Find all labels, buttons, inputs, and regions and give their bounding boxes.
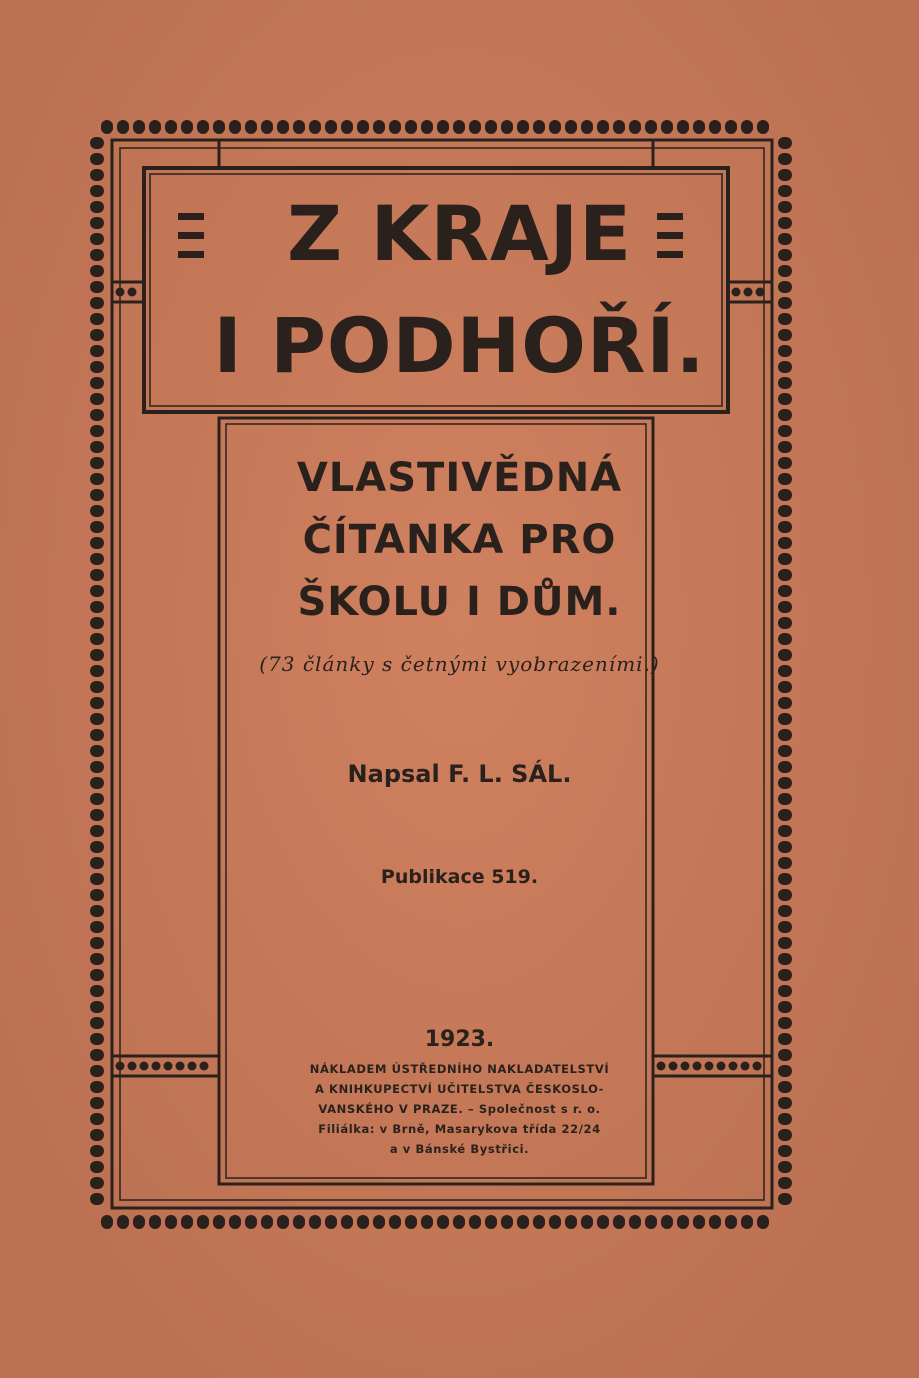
subtitle-line-3: ŠKOLU I DŮM. [297, 579, 622, 625]
bead [149, 120, 161, 134]
bead [90, 1161, 104, 1173]
bead [90, 393, 104, 405]
bead [101, 1215, 113, 1229]
bead [757, 120, 769, 134]
bead [181, 120, 193, 134]
bead [437, 120, 449, 134]
bead [405, 1215, 417, 1229]
bead [613, 1215, 625, 1229]
bead [229, 120, 241, 134]
bead [90, 793, 104, 805]
bead [778, 937, 792, 949]
bead [709, 120, 721, 134]
bead [165, 120, 177, 134]
left-band-dot [128, 288, 137, 297]
bead [693, 120, 705, 134]
bead [517, 120, 529, 134]
bead [357, 1215, 369, 1229]
bead [90, 905, 104, 917]
bead [565, 1215, 577, 1229]
bead [117, 1215, 129, 1229]
bead [90, 985, 104, 997]
bead [213, 1215, 225, 1229]
bead [90, 1193, 104, 1205]
bead [453, 120, 465, 134]
bead [90, 825, 104, 837]
bead [549, 120, 561, 134]
bead [725, 1215, 737, 1229]
bead [778, 1161, 792, 1173]
bead [90, 281, 104, 293]
bead [373, 1215, 385, 1229]
bead [778, 505, 792, 517]
bead [645, 1215, 657, 1229]
publication-number: Publikace 519. [380, 866, 539, 888]
bead [778, 425, 792, 437]
bead [90, 889, 104, 901]
bead [261, 1215, 273, 1229]
bead [501, 120, 513, 134]
bead [165, 1215, 177, 1229]
bead [501, 1215, 513, 1229]
bead [90, 425, 104, 437]
right-band-dot [756, 288, 765, 297]
bead [661, 1215, 673, 1229]
bead [421, 120, 433, 134]
bead [453, 1215, 465, 1229]
illustrations-note: (73 články s četnými vyobrazeními.) [259, 652, 660, 676]
bead [565, 120, 577, 134]
bead [181, 1215, 193, 1229]
bead [261, 120, 273, 134]
bead [325, 1215, 337, 1229]
bead [778, 985, 792, 997]
bead [229, 1215, 241, 1229]
bead [677, 120, 689, 134]
bead [778, 889, 792, 901]
bead [437, 1215, 449, 1229]
bead [245, 120, 257, 134]
bead [90, 169, 104, 181]
bead [485, 120, 497, 134]
bead [293, 1215, 305, 1229]
bead [245, 1215, 257, 1229]
bead [693, 1215, 705, 1229]
bead [277, 120, 289, 134]
bead [90, 969, 104, 981]
bead [778, 825, 792, 837]
bead [778, 633, 792, 645]
bead [197, 1215, 209, 1229]
bead [90, 921, 104, 933]
bead [90, 697, 104, 709]
bead [197, 120, 209, 134]
bead [778, 841, 792, 853]
bead [90, 937, 104, 949]
bead [757, 1215, 769, 1229]
bead [90, 745, 104, 757]
imprint-line-1: NÁKLADEM ÚSTŘEDNÍHO NAKLADATELSTVÍ [309, 1062, 610, 1076]
bead [90, 953, 104, 965]
bead [778, 713, 792, 725]
bead [778, 409, 792, 421]
bead [90, 137, 104, 149]
author: Napsal F. L. SÁL. [347, 760, 572, 788]
bead [389, 1215, 401, 1229]
bead [277, 1215, 289, 1229]
bead [309, 1215, 321, 1229]
bead [778, 441, 792, 453]
bead [778, 137, 792, 149]
bead [709, 1215, 721, 1229]
bead [778, 809, 792, 821]
bead [90, 441, 104, 453]
right-band-dot [732, 288, 741, 297]
bead [581, 120, 593, 134]
bead [533, 1215, 545, 1229]
bead [597, 120, 609, 134]
right-band-dot [744, 288, 753, 297]
bead [778, 1001, 792, 1013]
bead [133, 1215, 145, 1229]
bead [309, 120, 321, 134]
bead [90, 569, 104, 581]
bead [117, 120, 129, 134]
bead [357, 120, 369, 134]
bead [90, 841, 104, 853]
publication-year: 1923. [424, 1027, 495, 1052]
bead [213, 120, 225, 134]
bead [149, 1215, 161, 1229]
imprint-line-2: A KNIHKUPECTVÍ UČITELSTVA ČESKOSLO- [314, 1082, 605, 1096]
bead [778, 681, 792, 693]
imprint-line-4: Filiálka: v Brně, Masarykova třída 22/24 [318, 1122, 601, 1136]
bead [133, 120, 145, 134]
bead [778, 697, 792, 709]
bead [778, 169, 792, 181]
bead [90, 409, 104, 421]
bead [421, 1215, 433, 1229]
bead [469, 120, 481, 134]
bead [741, 1215, 753, 1229]
bead [90, 1001, 104, 1013]
bead [90, 1177, 104, 1189]
bead [517, 1215, 529, 1229]
bead [341, 1215, 353, 1229]
imprint-line-3: VANSKÉHO V PRAZE. – Společnost s r. o. [318, 1102, 601, 1116]
subtitle-line-2: ČÍTANKA PRO [302, 517, 617, 563]
bead [90, 729, 104, 741]
bead [778, 1193, 792, 1205]
bead [613, 120, 625, 134]
bead [469, 1215, 481, 1229]
bead [533, 120, 545, 134]
bead [645, 120, 657, 134]
bead [741, 120, 753, 134]
bead [90, 713, 104, 725]
bead [778, 793, 792, 805]
imprint-line-5: a v Bánské Bystřici. [389, 1142, 530, 1156]
bead [90, 633, 104, 645]
title-line-2: I PODHOŘÍ. [213, 301, 706, 390]
bead [101, 120, 113, 134]
bead [325, 120, 337, 134]
bead [90, 809, 104, 821]
bead [778, 393, 792, 405]
bead [778, 969, 792, 981]
bead [549, 1215, 561, 1229]
bead [629, 1215, 641, 1229]
bead [90, 681, 104, 693]
subtitle-line-1: VLASTIVĚDNÁ [296, 455, 623, 501]
bead [778, 1177, 792, 1189]
bead [90, 153, 104, 165]
bead [778, 729, 792, 741]
bead [485, 1215, 497, 1229]
bead [661, 120, 673, 134]
bead [778, 953, 792, 965]
bead [389, 120, 401, 134]
bead [778, 905, 792, 917]
title-line-1: Z KRAJE [287, 189, 632, 278]
bead [778, 569, 792, 581]
bead [90, 505, 104, 517]
bead [373, 120, 385, 134]
bead [405, 120, 417, 134]
bead [341, 120, 353, 134]
bead [629, 120, 641, 134]
bead [778, 153, 792, 165]
bead [725, 120, 737, 134]
bead [778, 745, 792, 757]
bead [293, 120, 305, 134]
bead [597, 1215, 609, 1229]
bead [581, 1215, 593, 1229]
bead [778, 281, 792, 293]
bead [677, 1215, 689, 1229]
bead [778, 921, 792, 933]
left-band-dot [116, 288, 125, 297]
